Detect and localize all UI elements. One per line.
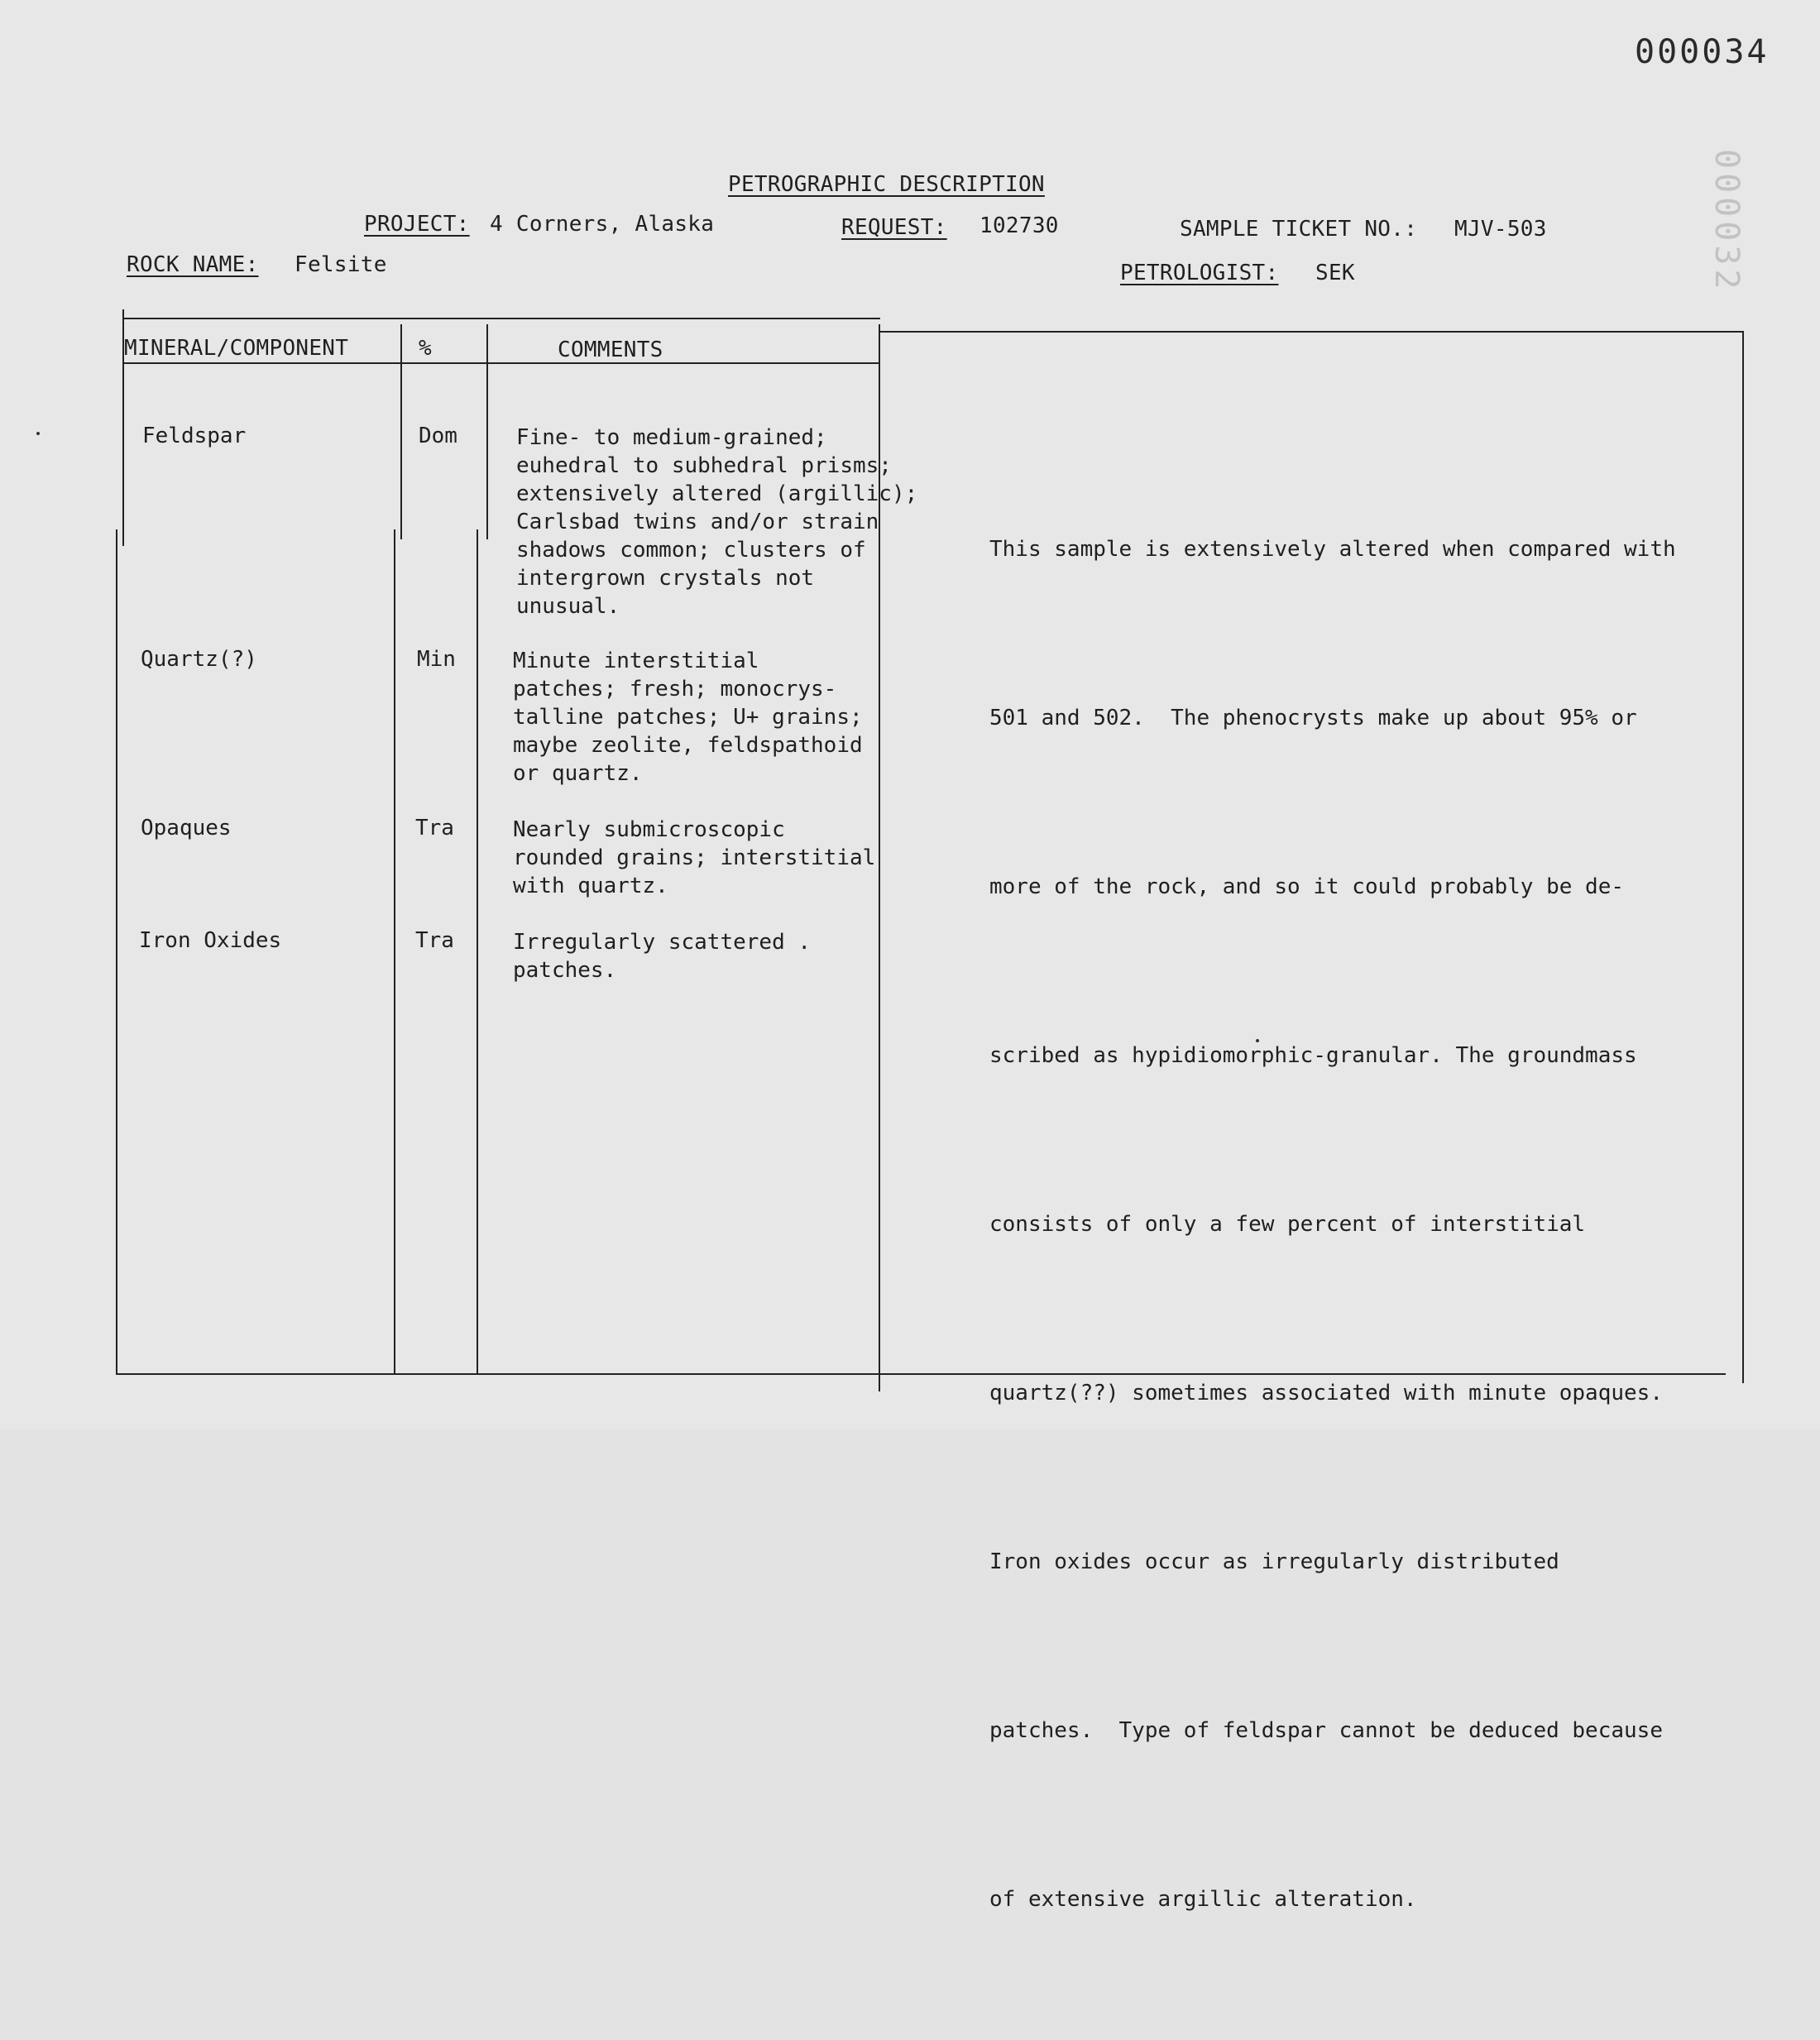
rock-name-value: Felsite [295, 252, 387, 277]
comments-cell: Fine- to medium-grained; euhedral to subhedral prisms; extensively altered (argillic); Carlsbad twins and/or strain shadows common; clusters of intergrown crystals not unusual. [516, 425, 918, 619]
description-line: of extensive argillic alteration. [989, 1887, 1417, 1912]
mineral-cell: Quartz(?) [141, 647, 257, 672]
percent-cell: Min [417, 647, 456, 672]
percent-column-divider-upper [400, 324, 402, 539]
column-header-comments: COMMENTS [558, 338, 663, 362]
page-title: PETROGRAPHIC DESCRIPTION [728, 172, 1045, 197]
table-left-border-lower [116, 529, 117, 1375]
stamped-page-number: 000032 [1707, 149, 1746, 294]
description-line: quartz(??) sometimes associated with minute opaques. [989, 1381, 1663, 1405]
percent-cell: Tra [415, 928, 454, 953]
table-header-rule [124, 362, 879, 364]
request-label: REQUEST: [841, 215, 947, 240]
description-line: 501 and 502. The phenocrysts make up about 95% or [989, 706, 1637, 730]
sample-description [989, 409, 1759, 2040]
petrologist-label: PETROLOGIST: [1120, 261, 1279, 285]
petrologist-value: SEK [1315, 261, 1355, 285]
table-top-border-left [124, 318, 880, 319]
column-header-mineral: MINERAL/COMPONENT [124, 336, 349, 361]
document-number: 000034 [1635, 33, 1770, 71]
percent-column-divider-lower [394, 529, 395, 1373]
project-value: 4 Corners, Alaska [490, 212, 715, 237]
comments-cell: Minute interstitial patches; fresh; monocrys- talline patches; U+ grains; maybe zeolite, feldspathoid or quartz. [513, 649, 863, 786]
description-line: more of the rock, and so it could probably be de- [989, 874, 1625, 899]
column-header-percent: % [419, 336, 432, 361]
request-value: 102730 [979, 213, 1059, 238]
mineral-cell: Iron Oxides [139, 928, 282, 953]
sample-ticket-value: MJV-503 [1454, 217, 1547, 242]
description-line: consists of only a few percent of interstitial [989, 1212, 1586, 1237]
rock-name-label: ROCK NAME: [127, 252, 259, 277]
description-line: scribed as hypidiomorphic-granular. The groundmass [989, 1043, 1637, 1068]
scan-speck [1256, 1039, 1259, 1042]
project-label: PROJECT: [364, 212, 470, 237]
mineral-cell: Feldspar [142, 424, 247, 448]
mineral-cell: Opaques [141, 816, 232, 840]
percent-cell: Tra [415, 816, 454, 840]
description-line: Iron oxides occur as irregularly distributed [989, 1549, 1559, 1574]
comments-column-divider-lower [477, 529, 478, 1373]
description-line: This sample is extensively altered when compared with [989, 537, 1676, 562]
table-top-border-right [880, 331, 1744, 333]
percent-cell: Dom [419, 424, 457, 448]
scan-speck [36, 432, 40, 435]
comments-column-divider-upper [486, 324, 488, 539]
comments-cell: Nearly submicroscopic rounded grains; interstitial with quartz. [513, 817, 876, 898]
comments-cell: Irregularly scattered . patches. [513, 930, 812, 983]
description-line: patches. Type of feldspar cannot be deduced because [989, 1718, 1663, 1743]
sample-ticket-label: SAMPLE TICKET NO.: [1180, 217, 1418, 242]
